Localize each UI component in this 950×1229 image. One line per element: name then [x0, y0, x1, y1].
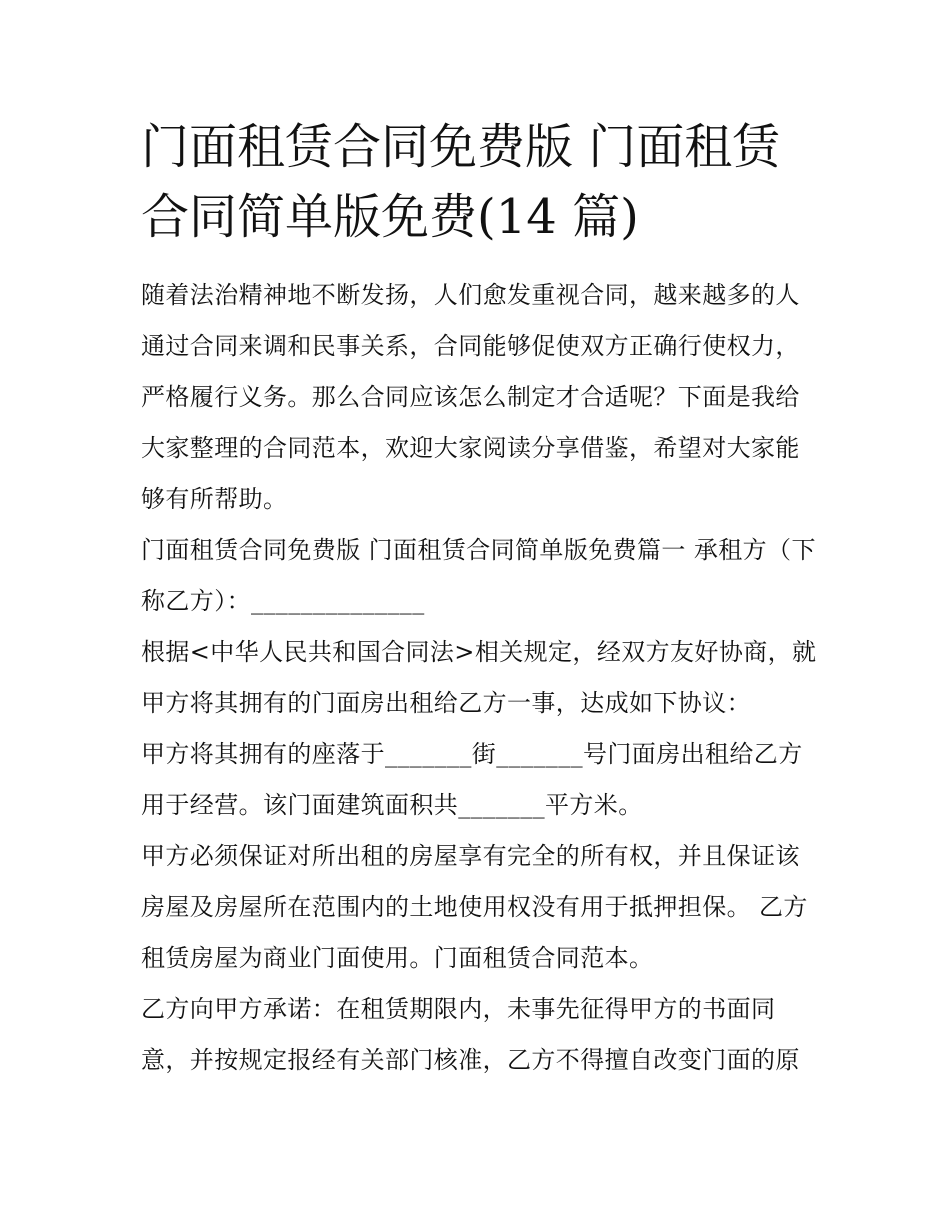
title-line-2: 合同简单版免费(14 篇)	[141, 189, 639, 245]
paragraph-commitment: 乙方向甲方承诺：在租赁期限内，未事先征得甲方的书面同意，并按规定报经有关部门核准，乙方不得擅自改变门面的原	[141, 995, 800, 1074]
paragraph-basis: 根据<中华人民共和国合同法>相关规定，经双方友好协商，就甲方将其拥有的门面房出租给乙方一事，达成如下协议：	[141, 638, 817, 717]
document-page	[141, 112, 821, 1086]
paragraph-location: 甲方将其拥有的座落于_______街_______号门面房出租给乙方用于经营。该门面建筑面积共_______平方米。	[141, 740, 803, 819]
document-title	[141, 112, 821, 252]
title-line-1: 门面租赁合同免费版 门面租赁	[141, 119, 781, 175]
paragraph-heading: 门面租赁合同免费版 门面租赁合同简单版免费篇一 承租方（下称乙方）：______________	[141, 536, 816, 615]
paragraph-ownership: 甲方必须保证对所出租的房屋享有完全的所有权，并且保证该房屋及房屋所在范围内的土地使用权没有用于抵押担保。 乙方租赁房屋为商业门面使用。门面租赁合同范本。	[141, 842, 808, 972]
document-body	[141, 270, 821, 1086]
paragraph-intro: 随着法治精神地不断发扬，人们愈发重视合同，越来越多的人通过合同来调和民事关系，合同能够促使双方正确行使权力，严格履行义务。那么合同应该怎么制定才合适呢？下面是我给大家整理的合同范本，欢迎大家阅读分享借鉴，希望对大家能够有所帮助。	[141, 281, 800, 513]
